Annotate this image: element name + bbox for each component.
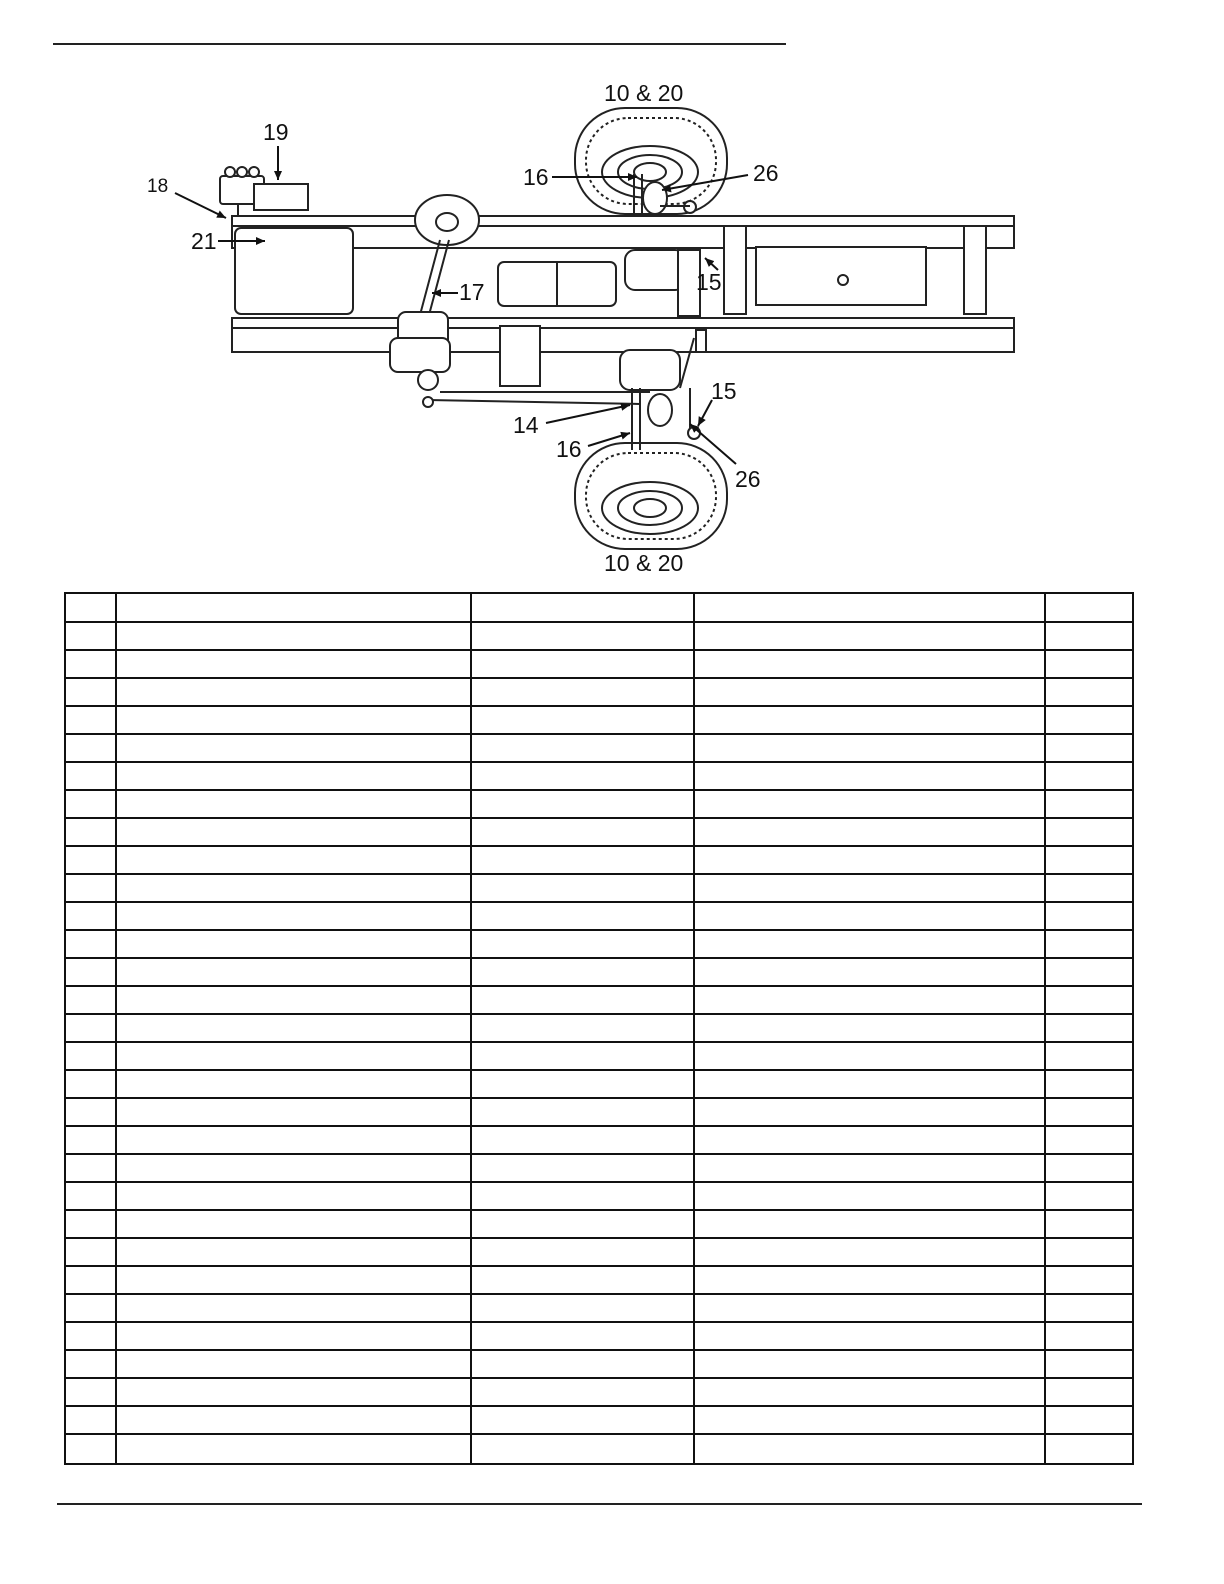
table-cell [1045, 1434, 1133, 1464]
callout-14: 14 [513, 412, 539, 438]
table-cell [471, 902, 694, 930]
table-cell [1045, 1266, 1133, 1294]
table-cell [65, 1070, 116, 1098]
table-cell [65, 958, 116, 986]
table-cell [65, 650, 116, 678]
table-cell [694, 1406, 1045, 1434]
table-row [65, 818, 1133, 846]
table-cell [65, 790, 116, 818]
table-cell [471, 958, 694, 986]
table-cell [1045, 1042, 1133, 1070]
table-cell [65, 1406, 116, 1434]
table-cell [694, 1042, 1045, 1070]
table-cell [65, 1434, 116, 1464]
table-cell [471, 1378, 694, 1406]
callout-26-bottom: 26 [735, 466, 761, 492]
table-cell [471, 1322, 694, 1350]
table-cell [1045, 1294, 1133, 1322]
table-cell [1045, 846, 1133, 874]
table-cell [116, 762, 471, 790]
table-cell [65, 1126, 116, 1154]
table-cell [471, 1098, 694, 1126]
table-cell [471, 1350, 694, 1378]
table-cell [1045, 986, 1133, 1014]
table-cell [116, 1182, 471, 1210]
table-cell [471, 818, 694, 846]
table-cell [116, 1238, 471, 1266]
table-cell [116, 1070, 471, 1098]
table-cell [1045, 734, 1133, 762]
table-cell [694, 622, 1045, 650]
table-row [65, 1042, 1133, 1070]
table-row [65, 1070, 1133, 1098]
table-cell [471, 1014, 694, 1042]
table-header-row [65, 593, 1133, 622]
table-cell [116, 1434, 471, 1464]
table-row [65, 1154, 1133, 1182]
table-cell [116, 1210, 471, 1238]
table-row [65, 1378, 1133, 1406]
table-cell [694, 1350, 1045, 1378]
table-row [65, 790, 1133, 818]
chassis-parts-diagram [0, 0, 1224, 590]
callout-16-top: 16 [523, 164, 549, 190]
header-cell-item [65, 593, 116, 622]
table-cell [65, 930, 116, 958]
table-cell [116, 1322, 471, 1350]
callout-26-top: 26 [753, 160, 779, 186]
table-cell [116, 818, 471, 846]
table-cell [694, 706, 1045, 734]
table-row [65, 874, 1133, 902]
header-cell-description [116, 593, 471, 622]
table-cell [471, 846, 694, 874]
table-cell [694, 1070, 1045, 1098]
table-cell [694, 1126, 1045, 1154]
table-cell [1045, 1070, 1133, 1098]
table-cell [471, 1294, 694, 1322]
table-cell [65, 1014, 116, 1042]
callout-16-bottom: 16 [556, 436, 582, 462]
table-cell [694, 958, 1045, 986]
table-cell [116, 986, 471, 1014]
table-cell [1045, 1126, 1133, 1154]
table-cell [471, 678, 694, 706]
table-row [65, 622, 1133, 650]
table-row [65, 1210, 1133, 1238]
table-cell [471, 1266, 694, 1294]
table-cell [694, 678, 1045, 706]
table-cell [116, 902, 471, 930]
table-cell [694, 1294, 1045, 1322]
table-cell [471, 790, 694, 818]
table-cell [694, 1210, 1045, 1238]
table-row [65, 1182, 1133, 1210]
table-cell [65, 734, 116, 762]
table-cell [471, 622, 694, 650]
table-cell [65, 818, 116, 846]
table-row [65, 958, 1133, 986]
table-cell [116, 1406, 471, 1434]
table-cell [694, 1182, 1045, 1210]
table-cell [65, 1042, 116, 1070]
table-cell [694, 1238, 1045, 1266]
table-cell [65, 1098, 116, 1126]
table-row [65, 1294, 1133, 1322]
table-row [65, 1350, 1133, 1378]
table-cell [116, 958, 471, 986]
bottom-wheel [575, 443, 727, 549]
parts-list-table [64, 592, 1134, 1465]
table-cell [116, 678, 471, 706]
chassis-frame [232, 216, 1014, 390]
table-cell [1045, 1182, 1133, 1210]
header-cell-part-number [471, 593, 694, 622]
table-cell [694, 762, 1045, 790]
table-cell [65, 902, 116, 930]
table-cell [1045, 1350, 1133, 1378]
callout-wheel-bottom: 10 & 20 [604, 550, 684, 576]
table-cell [694, 1434, 1045, 1464]
table-cell [1045, 678, 1133, 706]
table-cell [471, 930, 694, 958]
table-row [65, 1434, 1133, 1464]
table-cell [1045, 930, 1133, 958]
table-cell [116, 734, 471, 762]
parts-list-body [65, 622, 1133, 1464]
table-cell [1045, 1378, 1133, 1406]
table-cell [1045, 1322, 1133, 1350]
callout-wheel-top: 10 & 20 [604, 80, 684, 106]
table-cell [65, 1154, 116, 1182]
table-cell [65, 622, 116, 650]
table-cell [116, 1378, 471, 1406]
table-row [65, 1266, 1133, 1294]
table-cell [694, 846, 1045, 874]
table-row [65, 902, 1133, 930]
table-cell [65, 1350, 116, 1378]
table-cell [1045, 818, 1133, 846]
table-cell [65, 762, 116, 790]
table-row [65, 678, 1133, 706]
callout-15-top: 15 [696, 269, 722, 295]
table-cell [471, 1238, 694, 1266]
table-row [65, 1098, 1133, 1126]
table-cell [471, 1182, 694, 1210]
table-cell [116, 622, 471, 650]
table-cell [65, 1182, 116, 1210]
table-cell [1045, 1014, 1133, 1042]
table-cell [694, 930, 1045, 958]
table-cell [694, 1322, 1045, 1350]
table-cell [65, 1266, 116, 1294]
table-cell [694, 986, 1045, 1014]
callout-21: 21 [191, 228, 217, 254]
table-cell [65, 986, 116, 1014]
table-cell [694, 874, 1045, 902]
table-cell [116, 930, 471, 958]
table-cell [471, 1126, 694, 1154]
table-cell [116, 874, 471, 902]
table-cell [65, 1210, 116, 1238]
table-cell [116, 706, 471, 734]
table-cell [65, 706, 116, 734]
table-cell [694, 818, 1045, 846]
table-cell [1045, 1098, 1133, 1126]
table-cell [694, 790, 1045, 818]
table-cell [1045, 650, 1133, 678]
table-cell [116, 1098, 471, 1126]
table-cell [471, 1406, 694, 1434]
table-row [65, 986, 1133, 1014]
table-cell [1045, 622, 1133, 650]
table-cell [471, 986, 694, 1014]
table-row [65, 1406, 1133, 1434]
table-cell [694, 650, 1045, 678]
table-cell [65, 1294, 116, 1322]
table-cell [1045, 874, 1133, 902]
table-row [65, 762, 1133, 790]
table-cell [471, 1434, 694, 1464]
table-cell [116, 650, 471, 678]
table-cell [471, 1210, 694, 1238]
table-cell [65, 1378, 116, 1406]
callout-19: 19 [263, 119, 289, 145]
table-cell [65, 874, 116, 902]
table-cell [65, 1238, 116, 1266]
table-cell [694, 1266, 1045, 1294]
table-cell [471, 1154, 694, 1182]
table-cell [116, 1154, 471, 1182]
table-cell [1045, 790, 1133, 818]
table-row [65, 650, 1133, 678]
table-cell [65, 846, 116, 874]
header-cell-quantity [1045, 593, 1133, 622]
table-cell [471, 762, 694, 790]
table-row [65, 1126, 1133, 1154]
table-cell [116, 1014, 471, 1042]
table-cell [1045, 1154, 1133, 1182]
table-row [65, 1238, 1133, 1266]
table-cell [694, 1378, 1045, 1406]
table-cell [471, 734, 694, 762]
table-row [65, 706, 1133, 734]
table-cell [1045, 1238, 1133, 1266]
table-cell [116, 1350, 471, 1378]
table-cell [694, 734, 1045, 762]
table-cell [471, 706, 694, 734]
table-cell [471, 650, 694, 678]
table-row [65, 734, 1133, 762]
table-cell [471, 1042, 694, 1070]
table-cell [1045, 902, 1133, 930]
table-cell [694, 1154, 1045, 1182]
table-cell [471, 874, 694, 902]
table-cell [116, 1042, 471, 1070]
callout-17: 17 [459, 279, 485, 305]
table-cell [694, 902, 1045, 930]
table-cell [1045, 958, 1133, 986]
table-row [65, 930, 1133, 958]
table-cell [471, 1070, 694, 1098]
table-cell [1045, 762, 1133, 790]
callout-18: 18 [147, 176, 169, 197]
table-cell [694, 1014, 1045, 1042]
callout-15-bottom: 15 [711, 378, 737, 404]
table-cell [116, 1294, 471, 1322]
table-row [65, 1014, 1133, 1042]
table-cell [116, 846, 471, 874]
table-row [65, 846, 1133, 874]
table-cell [65, 1322, 116, 1350]
table-cell [116, 1266, 471, 1294]
table-cell [694, 1098, 1045, 1126]
table-cell [1045, 1210, 1133, 1238]
header-cell-notes [694, 593, 1045, 622]
table-cell [65, 678, 116, 706]
valve-manifold [220, 167, 308, 216]
table-cell [1045, 706, 1133, 734]
table-row [65, 1322, 1133, 1350]
table-cell [116, 790, 471, 818]
footer-rule [57, 1503, 1142, 1505]
table-cell [1045, 1406, 1133, 1434]
table-cell [116, 1126, 471, 1154]
